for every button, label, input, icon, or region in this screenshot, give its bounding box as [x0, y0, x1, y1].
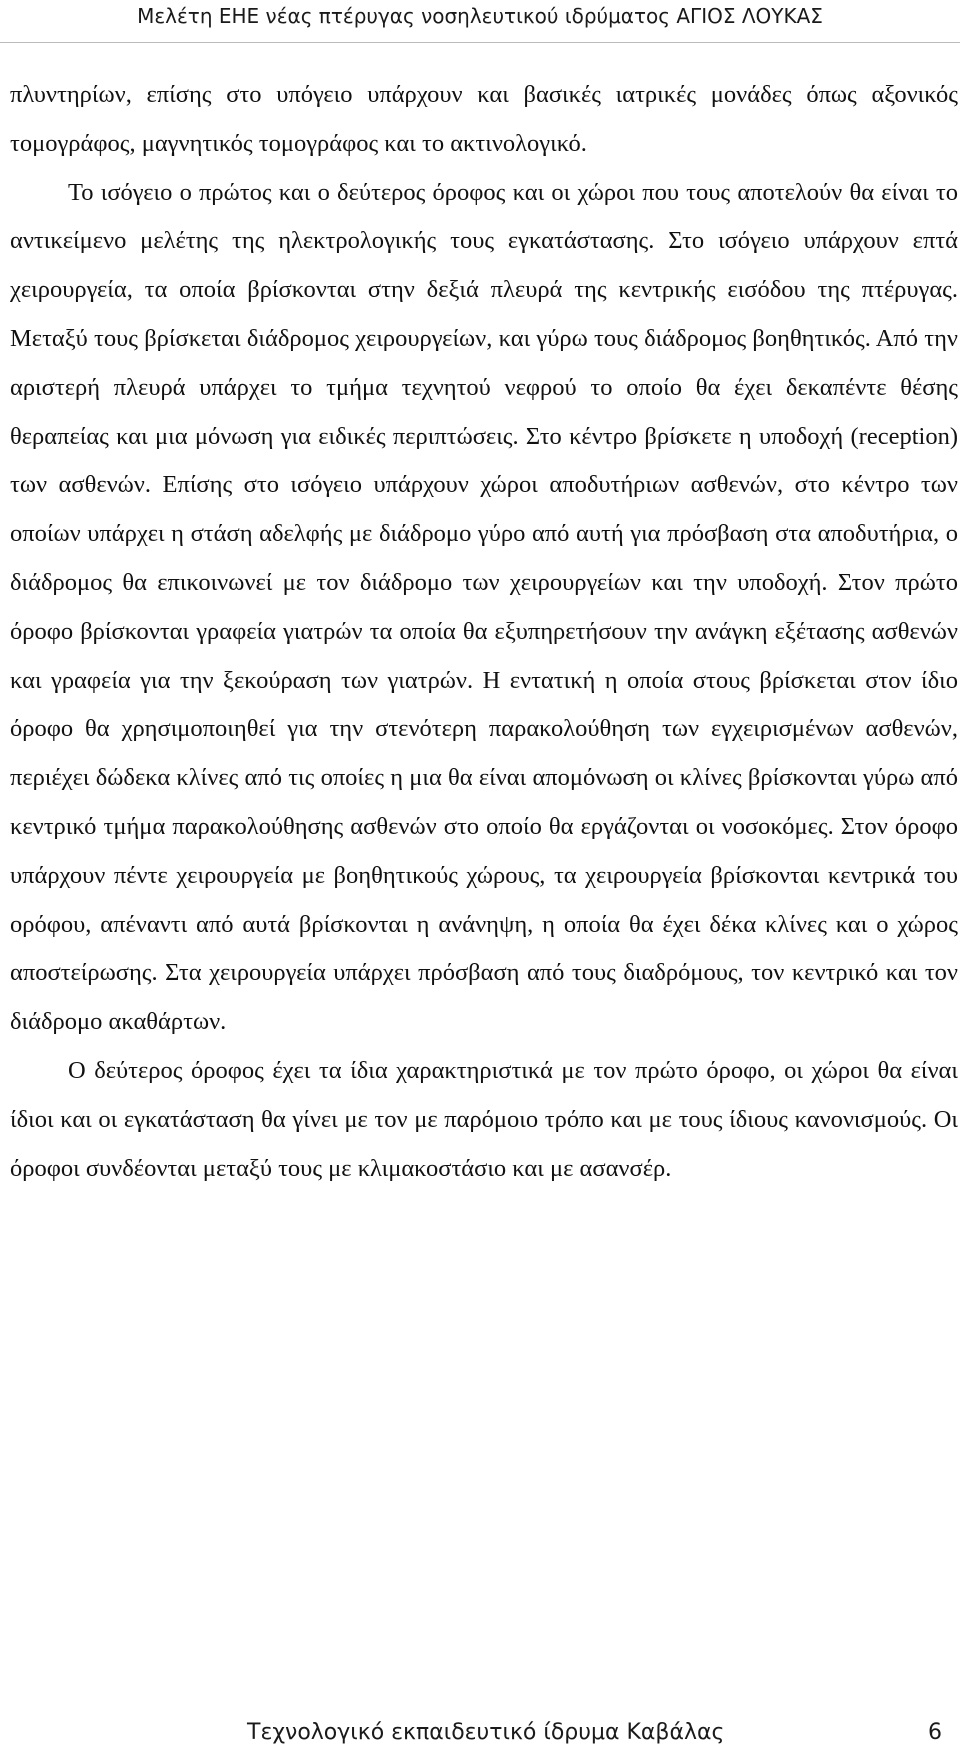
page-number: 6 [928, 1720, 942, 1745]
paragraph-2: Το ισόγειο ο πρώτος και ο δεύτερος όροφος και οι χώροι που τους αποτελούν θα είναι το αντικείμενο μελέτης της ηλεκτρολογικής τους εγκατάστασης. Στο ισόγειο υπάρχουν επτά χειρουργεία, τα οποία βρίσκονται στην δεξιά πλευρά της κεντρικής εισόδου της πτέρυγας. Μεταξύ τους βρίσκεται διάδρομος χειρουργείων, και γύρω τους διάδρομος βοηθητικός. Από την αριστερή πλευρά υπάρχει το τμήμα τεχνητού νεφρού το οποίο θα έχει δεκαπέντε θέσης θεραπείας και μια μόνωση για ειδικές περιπτώσεις. Στο κέντρο βρίσκετε η υποδοχή (reception) των ασθενών. Επίσης στο ισόγειο υπάρχουν χώροι αποδυτήριων ασθενών, στο κέντρο των οποίων υπάρχει η στάση αδελφής με διάδρομο γύρο από αυτή για πρόσβαση στα αποδυτήρια, ο διάδρομος θα επικοινωνεί με τον διάδρομο των χειρουργείων και την υποδοχή. Στον πρώτο όροφο βρίσκονται γραφεία γιατρών τα οποία θα εξυπηρετήσουν την ανάγκη εξέτασης ασθενών και γραφεία για την ξεκούραση των γιατρών. Η εντατική η οποία στους βρίσκεται στον ίδιο όροφο θα χρησιμοποιηθεί για την στενότερη παρακολούθηση των εγχειρισμένων ασθενών, περιέχει δώδεκα κλίνες από τις οποίες η μια θα είναι απομόνωση οι κλίνες βρίσκονται γύρω από κεντρικό τμήμα παρακολούθησης ασθενών στο οποίο θα εργάζονται οι νοσοκόμες. Στον όροφο υπάρχουν πέντε χειρουργεία με βοηθητικούς χώρους, τα χειρουργεία βρίσκονται κεντρικά του ορόφου, απέναντι από αυτά βρίσκονται η ανάνηψη, η οποία θα έχει δέκα κλίνες και ο χώρος αποστείρωσης. Στα χειρουργεία υπάρχει πρόσβαση από τους διαδρόμους, τον κεντρικό και τον διάδρομο ακαθάρτων. [10, 178, 958, 1036]
header-title: Μελέτη ΕΗΕ νέας πτέρυγας νοσηλευτικού ιδρύματος ΑΓΙΟΣ ΛΟΥΚΑΣ [137, 4, 823, 28]
document-body [10, 71, 958, 1193]
paragraph-3: Ο δεύτερος όροφος έχει τα ίδια χαρακτηριστικά με τον πρώτο όροφο, οι χώροι θα είναι ίδιοι και οι εγκατάσταση θα γίνει με τον με παρόμοιο τρόπο και με τους ίδιους κανονισμούς. Οι όροφοι συνδέονται μεταξύ τους με κλιμακοστάσιο και με ασανσέρ. [10, 1056, 958, 1182]
footer-title: Τεχνολογικό εκπαιδευτικό ίδρυμα Καβάλας [247, 1720, 725, 1745]
header-divider [0, 42, 960, 43]
paragraph-1: πλυντηρίων, επίσης στο υπόγειο υπάρχουν και βασικές ιατρικές μονάδες όπως αξονικός τομογράφος, μαγνητικός τομογράφος και το ακτινολογικό. [10, 81, 958, 157]
page-header [0, 4, 960, 28]
